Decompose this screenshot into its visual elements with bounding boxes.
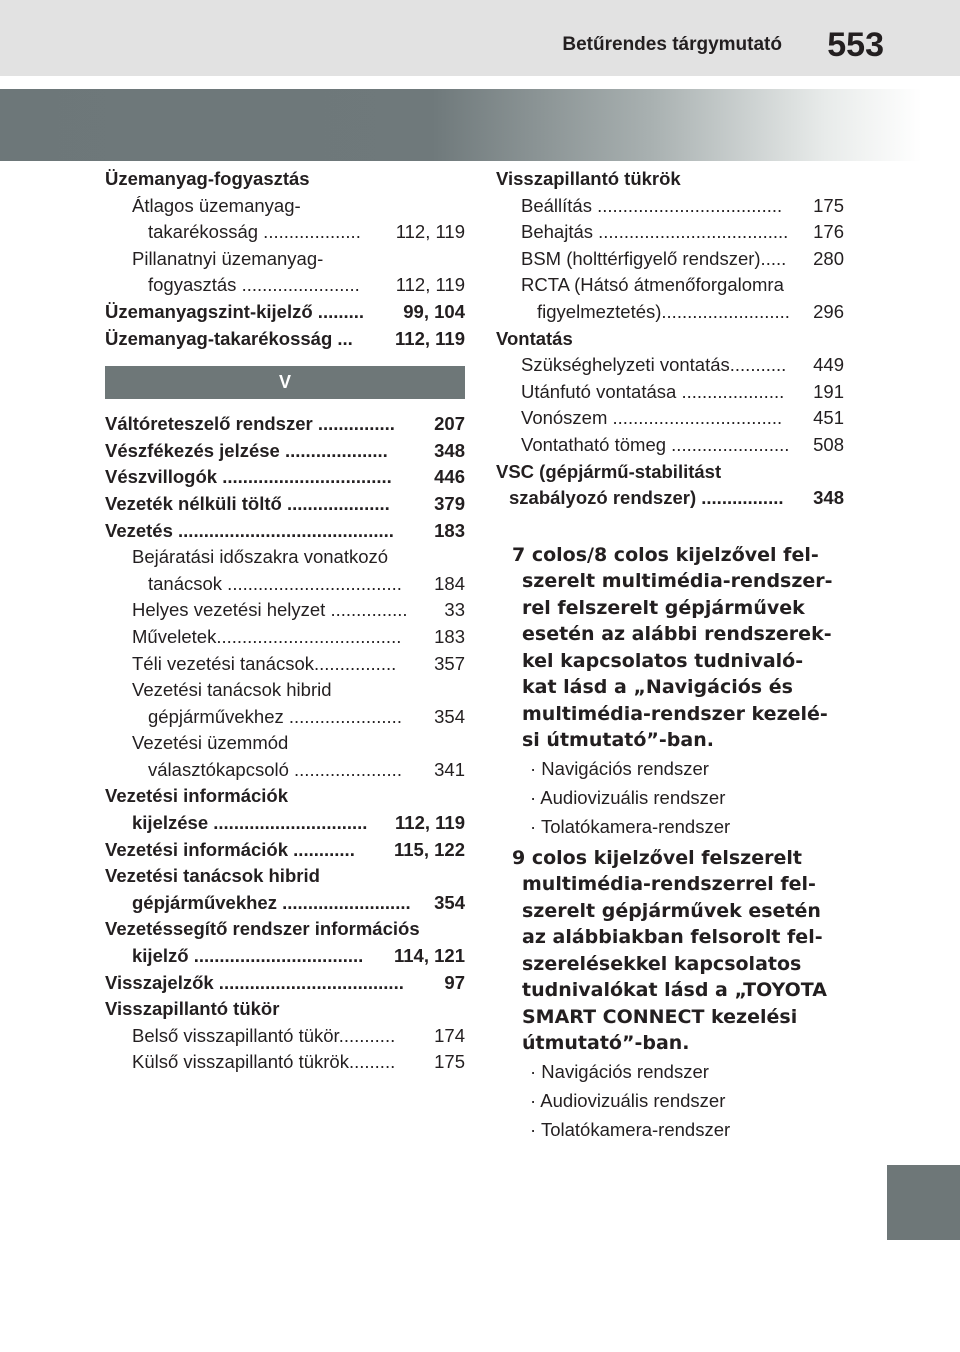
index-entry bbox=[496, 326, 844, 353]
index-entry-text: Átlagos üzemanyag- bbox=[132, 194, 301, 216]
index-entry-pages: 183 bbox=[431, 518, 465, 545]
index-entry bbox=[105, 810, 465, 837]
page-number: 553 bbox=[827, 26, 884, 64]
index-entry-text: Vezetési üzemmód bbox=[132, 732, 289, 754]
index-entry-pages: 114, 121 bbox=[391, 943, 465, 970]
index-entry-text: Vezeték nélküli töltő .................... bbox=[105, 492, 390, 514]
index-entry-text: Behajtás ..................................... bbox=[521, 221, 789, 243]
index-entry-text: Pillanatnyi üzemanyag- bbox=[132, 247, 324, 269]
index-entry-text: Vezetéssegítő rendszer információs bbox=[105, 918, 420, 940]
note-line: rel felszerelt gépjárművek bbox=[522, 596, 805, 619]
index-entry bbox=[105, 491, 465, 518]
index-entry bbox=[105, 624, 465, 651]
index-entry bbox=[496, 219, 844, 246]
index-entry-pages: 354 bbox=[431, 890, 465, 917]
index-entry-pages: 508 bbox=[810, 432, 844, 459]
note-line: si útmutató”-ban. bbox=[522, 729, 714, 752]
index-entry-text: Külső visszapillantó tükrök......... bbox=[132, 1051, 396, 1073]
index-entry-text: figyelmeztetés)......................... bbox=[537, 300, 790, 322]
index-entry-pages: 175 bbox=[431, 1049, 465, 1076]
left-top-entries bbox=[105, 166, 465, 352]
index-entry-text: Utánfutó vontatása .................... bbox=[521, 380, 785, 402]
index-entry-text: Vezetés .......................................... bbox=[105, 519, 394, 541]
index-entry bbox=[105, 996, 465, 1023]
index-entry bbox=[496, 193, 844, 220]
index-entry bbox=[105, 916, 465, 943]
note-line: esetén az alábbi rendszerek- bbox=[522, 623, 832, 646]
index-entry-text: fogyasztás ....................... bbox=[148, 274, 360, 296]
index-entry-text: Vészfékezés jelzése .................... bbox=[105, 439, 388, 461]
index-entry-pages: 191 bbox=[810, 379, 844, 406]
index-entry-text: Vezetési információk bbox=[105, 785, 289, 807]
header-band bbox=[0, 0, 960, 76]
index-entry bbox=[105, 757, 465, 784]
index-entry-text: Téli vezetési tanácsok................ bbox=[132, 652, 397, 674]
index-entry bbox=[105, 464, 465, 491]
note-bullet: · Navigációs rendszer bbox=[530, 1060, 709, 1082]
right-entries bbox=[496, 166, 844, 512]
index-entry bbox=[496, 405, 844, 432]
index-entry bbox=[496, 246, 844, 273]
index-entry bbox=[496, 432, 844, 459]
note-line: szerelésekkel kapcsolatos bbox=[522, 952, 802, 975]
index-entry-pages: 296 bbox=[810, 299, 844, 326]
index-entry bbox=[105, 326, 465, 353]
index-entry-text: takarékosság ................... bbox=[148, 221, 361, 243]
index-entry bbox=[496, 352, 844, 379]
note-line: 9 colos kijelzővel felszerelt bbox=[512, 846, 802, 869]
index-entry-pages: 354 bbox=[431, 704, 465, 731]
note-9-inch bbox=[496, 845, 844, 1144]
index-entry bbox=[105, 544, 465, 571]
index-entry bbox=[105, 730, 465, 757]
index-entry-text: Vontatható tömeg ....................... bbox=[521, 433, 790, 455]
index-entry-text: Szükséghelyzeti vontatás........... bbox=[521, 354, 787, 376]
index-entry-text: Üzemanyag-fogyasztás bbox=[105, 168, 310, 189]
note-line: útmutató”-ban. bbox=[522, 1032, 690, 1055]
index-entry bbox=[105, 193, 465, 220]
index-entry bbox=[496, 299, 844, 326]
index-entry-text: Üzemanyag-takarékosság ... bbox=[105, 327, 353, 349]
index-entry-text: Beállítás .................................... bbox=[521, 194, 783, 216]
index-entry-pages: 446 bbox=[431, 464, 465, 491]
index-entry bbox=[105, 1049, 465, 1076]
index-entry bbox=[105, 597, 465, 624]
right-column bbox=[496, 166, 844, 1144]
note-bullet: · Tolatókamera-rendszer bbox=[530, 815, 731, 837]
index-entry bbox=[105, 299, 465, 326]
index-entry-text: VSC (gépjármű-stabilitást bbox=[496, 460, 722, 482]
index-entry bbox=[105, 411, 465, 438]
index-entry-text: Visszapillantó tükrök bbox=[496, 168, 681, 189]
index-entry bbox=[105, 783, 465, 810]
note-line: az alábbiakban felsorolt fel- bbox=[522, 926, 823, 949]
note-line: kat lásd a „Navigációs és bbox=[522, 676, 793, 699]
index-entry bbox=[105, 1023, 465, 1050]
index-entry bbox=[105, 438, 465, 465]
index-entry-pages: 348 bbox=[431, 438, 465, 465]
index-entry-text: Helyes vezetési helyzet ............... bbox=[132, 599, 408, 621]
index-entry-pages: 99, 104 bbox=[400, 299, 465, 326]
index-entry-pages: 174 bbox=[431, 1023, 465, 1050]
index-entry-text: szabályozó rendszer) ................ bbox=[509, 487, 784, 509]
index-entry-text: kijelző ................................. bbox=[132, 945, 364, 967]
left-column bbox=[105, 166, 465, 1076]
index-entry bbox=[105, 571, 465, 598]
index-entry-text: Visszapillantó tükör bbox=[105, 998, 280, 1020]
index-entry bbox=[105, 166, 465, 193]
note-bullet: · Audiovizuális rendszer bbox=[530, 786, 726, 808]
header-banner bbox=[0, 89, 960, 161]
index-entry-pages: 112, 119 bbox=[393, 219, 465, 246]
index-entry-text: Belső visszapillantó tükör........... bbox=[132, 1024, 396, 1046]
index-entry-text: Vészvillogók ................................. bbox=[105, 466, 392, 488]
index-entry-pages: 348 bbox=[810, 485, 844, 512]
index-entry bbox=[496, 272, 844, 299]
note-line: kel kapcsolatos tudnivaló- bbox=[522, 649, 804, 672]
index-entry-text: gépjárművekhez ...................... bbox=[148, 705, 402, 727]
left-main-entries bbox=[105, 411, 465, 1076]
index-entry-text: BSM (holttérfigyelő rendszer)..... bbox=[521, 247, 787, 269]
index-entry bbox=[105, 651, 465, 678]
index-entry-pages: 112, 119 bbox=[393, 272, 465, 299]
index-entry-text: kijelzése .............................. bbox=[132, 812, 368, 834]
index-entry-text: Bejáratási időszakra vonatkozó bbox=[132, 546, 389, 568]
index-entry bbox=[105, 518, 465, 545]
side-thumb-tab bbox=[887, 1165, 960, 1240]
index-entry bbox=[496, 485, 844, 512]
index-entry-pages: 175 bbox=[810, 193, 844, 220]
index-entry-pages: 115, 122 bbox=[391, 837, 465, 864]
index-entry bbox=[105, 219, 465, 246]
section-letter-bar: V bbox=[105, 366, 465, 399]
index-entry bbox=[496, 459, 844, 486]
index-entry-text: Visszajelzők .................................... bbox=[105, 971, 404, 993]
note-line: multimédia-rendszer kezelé- bbox=[522, 702, 828, 725]
index-entry-text: tanácsok .................................. bbox=[148, 572, 402, 594]
index-entry-text: Váltóreteszelő rendszer ............... bbox=[105, 413, 395, 435]
index-entry-text: Vezetési információk ............ bbox=[105, 838, 355, 860]
note-bullet: · Navigációs rendszer bbox=[530, 757, 709, 779]
index-entry bbox=[496, 379, 844, 406]
index-entry bbox=[496, 166, 844, 193]
note-bullet: · Audiovizuális rendszer bbox=[530, 1089, 726, 1111]
index-entry-pages: 341 bbox=[431, 757, 465, 784]
note-line: multimédia-rendszerrel fel- bbox=[522, 873, 816, 896]
index-entry bbox=[105, 970, 465, 997]
note-7-8-inch bbox=[496, 542, 844, 841]
index-entry-pages: 379 bbox=[431, 491, 465, 518]
index-entry-text: Műveletek.................................... bbox=[132, 625, 402, 647]
index-entry-text: RCTA (Hátsó átmenőforgalomra bbox=[521, 274, 784, 296]
index-entry bbox=[105, 943, 465, 970]
index-entry-pages: 176 bbox=[810, 219, 844, 246]
note-line: tudnivalókat lásd a „TOYOTA bbox=[522, 979, 827, 1002]
index-entry-pages: 357 bbox=[431, 651, 465, 678]
header-title: Betűrendes tárgymutató bbox=[562, 34, 782, 55]
index-entry bbox=[105, 272, 465, 299]
index-entry-pages: 183 bbox=[431, 624, 465, 651]
index-entry bbox=[105, 863, 465, 890]
index-entry-text: Vezetési tanácsok hibrid bbox=[132, 679, 332, 701]
note-line: szerelt multimédia-rendszer- bbox=[522, 570, 833, 593]
index-entry-pages: 112, 119 bbox=[392, 326, 465, 353]
index-entry-pages: 280 bbox=[810, 246, 844, 273]
index-entry-pages: 112, 119 bbox=[392, 810, 465, 837]
index-entry-pages: 449 bbox=[810, 352, 844, 379]
index-entry-text: Vontatás bbox=[496, 327, 573, 349]
index-entry-text: Vonószem ................................. bbox=[521, 407, 783, 429]
index-entry-pages: 451 bbox=[810, 405, 844, 432]
index-entry bbox=[105, 837, 465, 864]
index-entry-pages: 97 bbox=[441, 970, 465, 997]
index-entry-text: választókapcsoló ..................... bbox=[148, 758, 402, 780]
index-entry-pages: 207 bbox=[431, 411, 465, 438]
index-entry bbox=[105, 890, 465, 917]
index-entry-text: Vezetési tanácsok hibrid bbox=[105, 865, 320, 887]
note-line: 7 colos/8 colos kijelzővel fel- bbox=[512, 543, 819, 566]
index-entry-pages: 33 bbox=[441, 597, 465, 624]
index-entry-text: gépjárművekhez ......................... bbox=[132, 891, 411, 913]
note-line: SMART CONNECT kezelési bbox=[522, 1005, 798, 1028]
index-entry-text: Üzemanyagszint-kijelző ......... bbox=[105, 300, 365, 322]
note-bullet: · Tolatókamera-rendszer bbox=[530, 1118, 731, 1140]
index-entry bbox=[105, 677, 465, 704]
index-entry-pages: 184 bbox=[431, 571, 465, 598]
note-line: szerelt gépjárművek esetén bbox=[522, 899, 821, 922]
index-entry bbox=[105, 246, 465, 273]
index-entry bbox=[105, 704, 465, 731]
